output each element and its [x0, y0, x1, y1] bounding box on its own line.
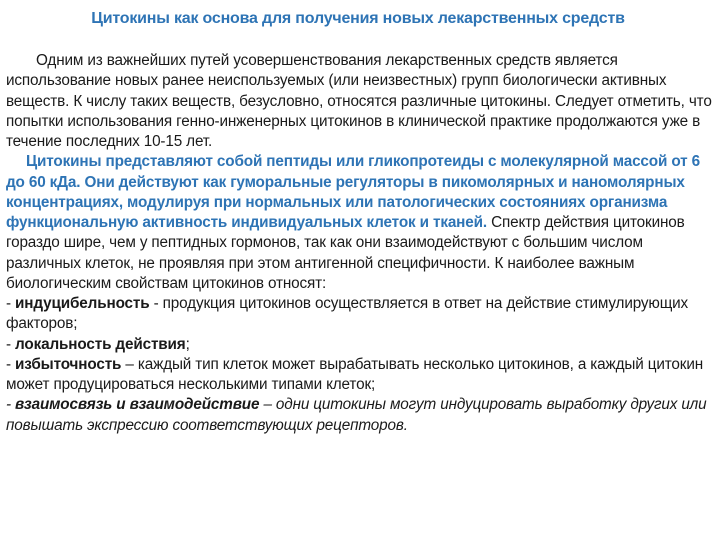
- paragraph-cytokines: [6, 152, 712, 294]
- list-item-term: локальность действия: [15, 335, 186, 353]
- list-item-prefix: -: [6, 355, 16, 373]
- paragraph-intro: [6, 51, 712, 152]
- list-item-prefix: -: [6, 396, 16, 414]
- list-item-text: - продукция цитокинов осуществляется в ответ на действие стимулирующих факторов;: [6, 295, 689, 333]
- list-item-term: взаимосвязь и взаимодействие: [15, 396, 260, 414]
- list-item-locality: [6, 335, 712, 355]
- list-item-interaction: [6, 395, 712, 436]
- cytokine-definition-text: Спектр действия цитокинов гораздо шире, чем у пептидных гормонов, так как они взаимодействуют с большим числом различных клеток, не проявляя при этом антигенной специфичности. К наиболее важным биологическим свойствам цитокинов относят:: [6, 214, 685, 292]
- paragraph-intro-text: Одним из важнейших путей усовершенствования лекарственных средств является использование новых ранее неиспользуемых (или неизвестных) групп биологически активных веществ. К числу таких веществ, безусловно, относятся различные цитокины. Следует отметить, что попытки использования генно-инженерных цитокинов в клинической практике продолжаются уже в течение последних 10-15 лет.: [6, 52, 712, 150]
- list-item-redundancy: [6, 355, 712, 396]
- list-item-term: индуцибельность: [15, 295, 150, 312]
- cytokine-definition-highlight: Цитокины представляют собой пептиды или гликопротеиды с молекулярной массой от 6 до 60 кДа. Они действуют как гуморальные регуляторы в пикомолярных и наномолярных концентрациях, модулируя при нормальных или патологических состояниях организма функциональную активность индивидуальных клеток и тканей.: [6, 153, 700, 231]
- list-item-prefix: -: [6, 335, 16, 353]
- list-item-text: – одни цитокины могут индуцировать выработку других или повышать экспрессию соответствующих рецепторов.: [6, 396, 707, 434]
- slide-title: Цитокины как основа для получения новых лекарственных средств: [91, 10, 625, 27]
- slide-body: [6, 51, 712, 436]
- list-item-term: избыточность: [15, 355, 122, 373]
- list-item-text: – каждый тип клеток может вырабатывать несколько цитокинов, а каждый цитокин может продуцироваться несколькими типами клеток;: [6, 355, 704, 393]
- list-item-text: ;: [185, 335, 190, 353]
- list-item-prefix: -: [6, 295, 16, 312]
- list-item-inducibility: [6, 294, 712, 335]
